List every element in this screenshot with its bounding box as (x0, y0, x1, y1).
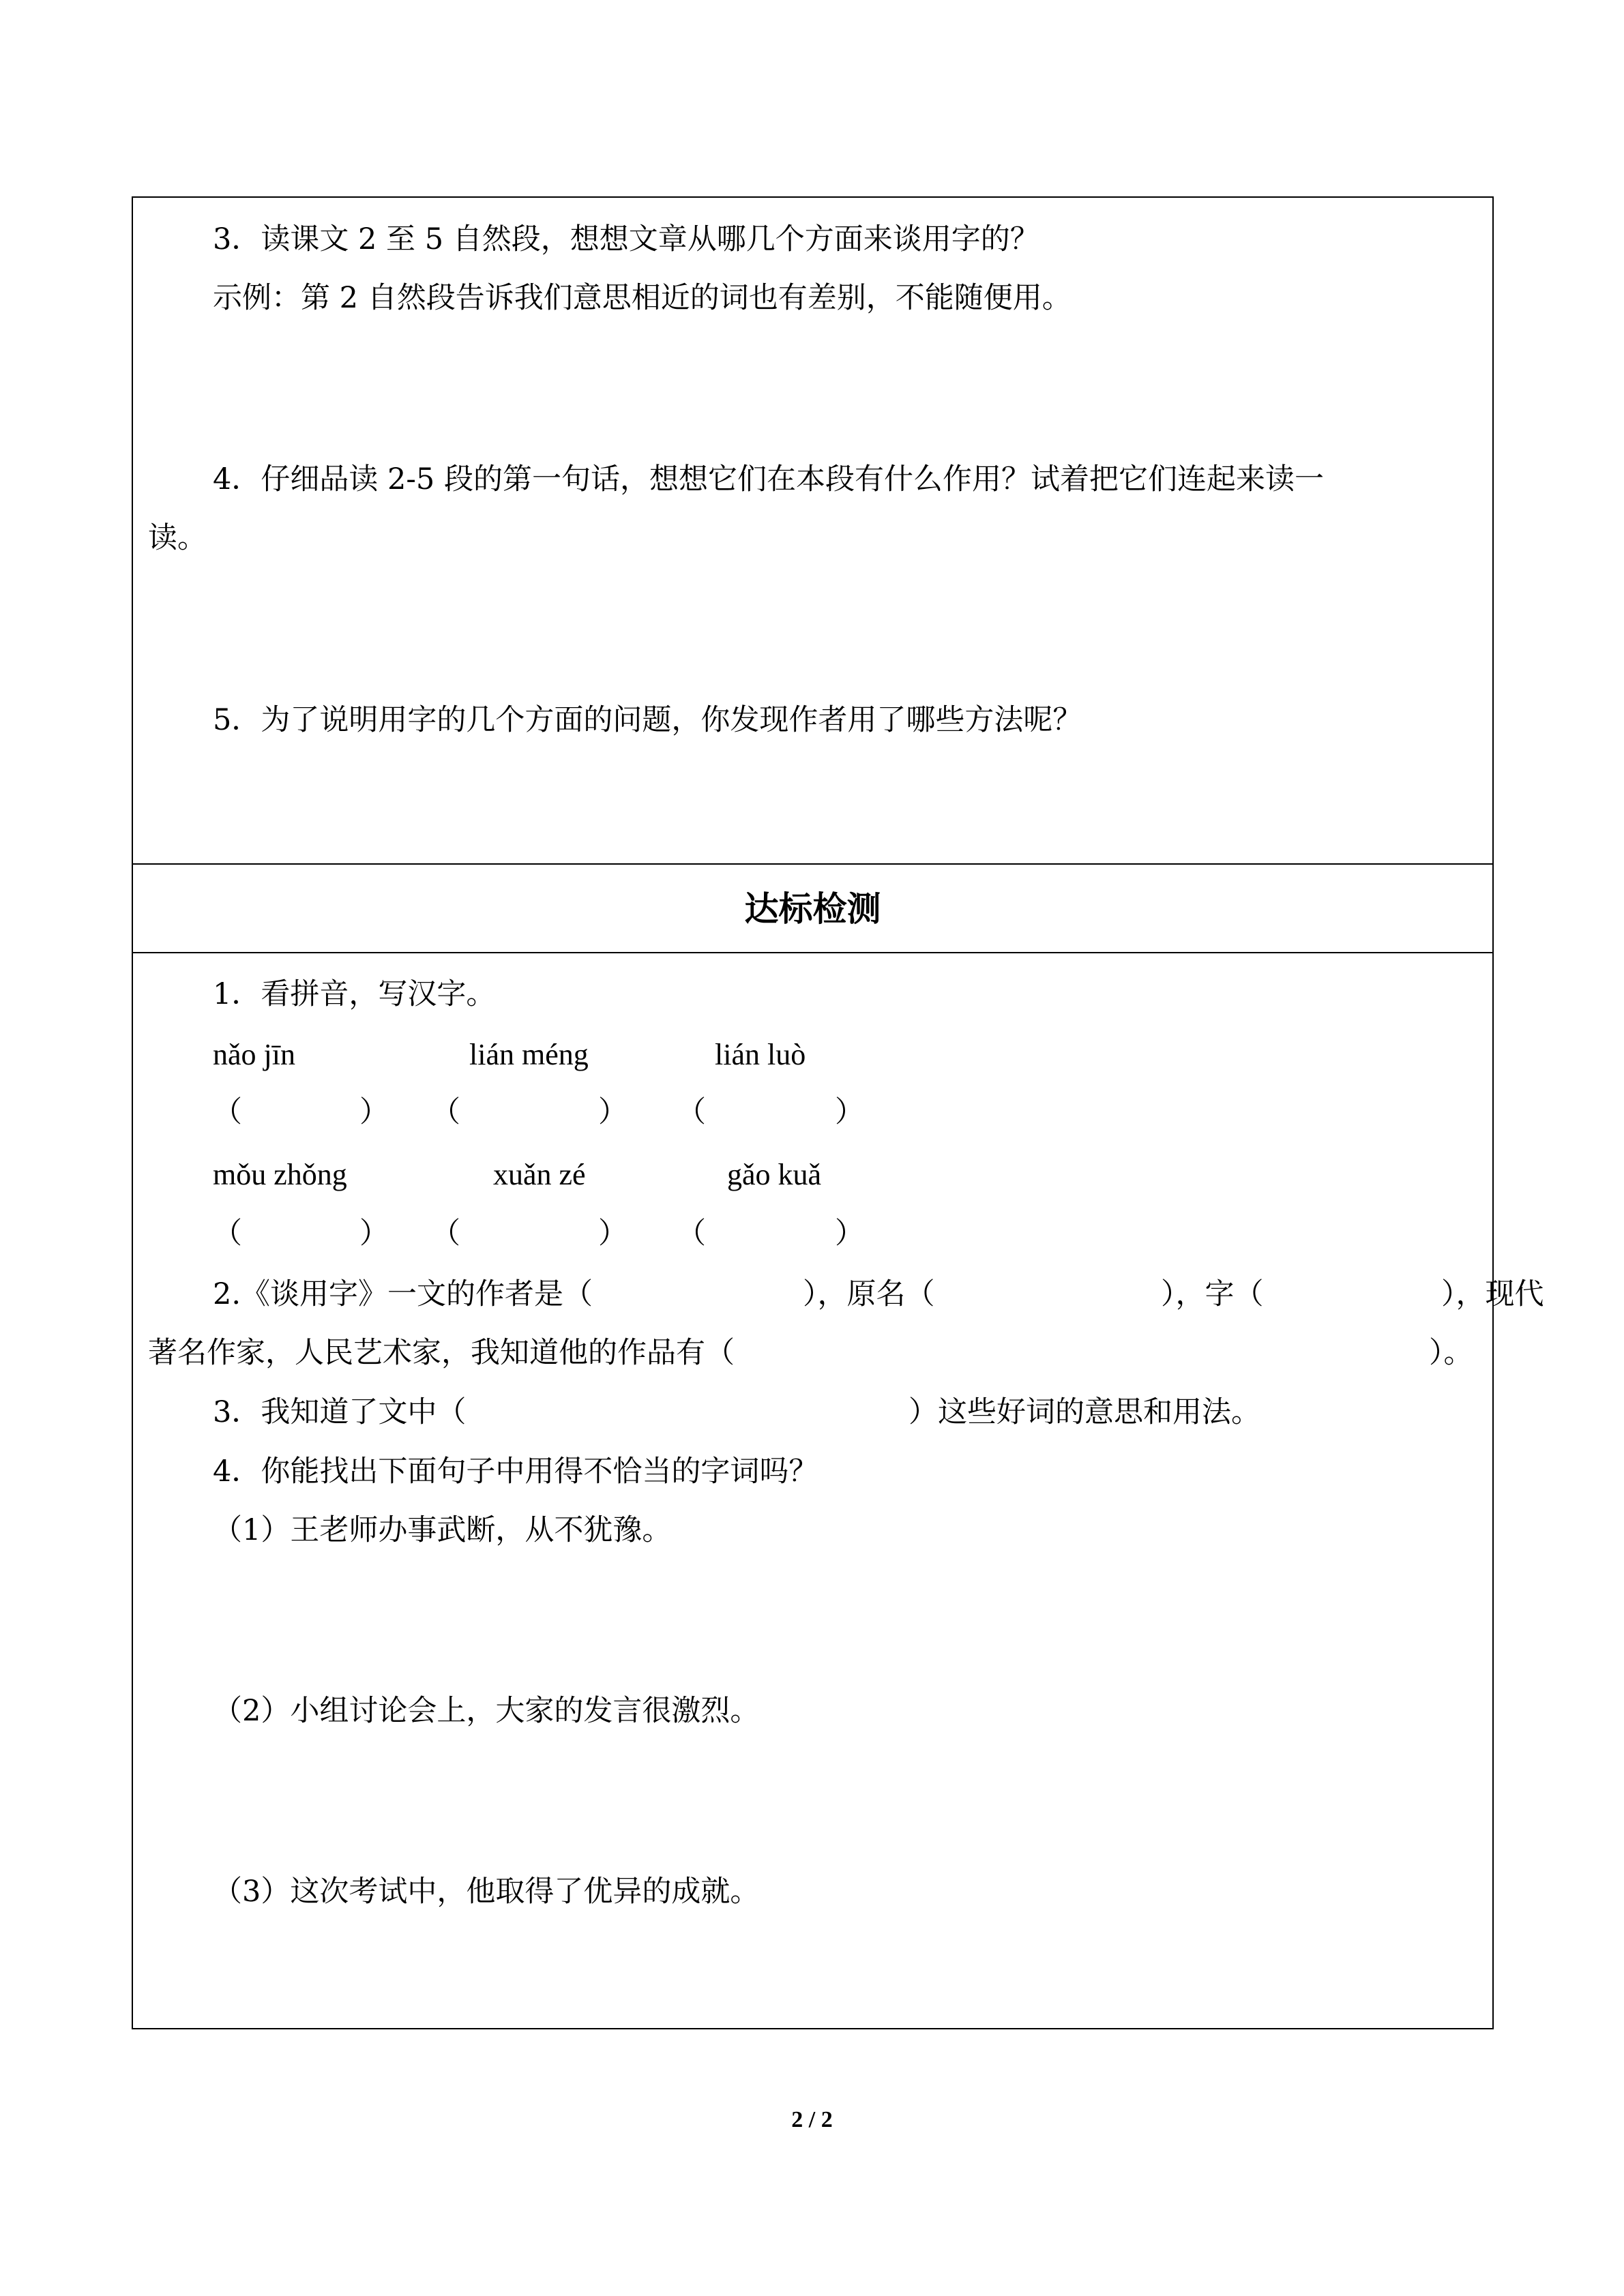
paren-open: （ (431, 1217, 460, 1251)
paren-close: ） (359, 1095, 389, 1129)
paren-open: （ (677, 1217, 706, 1251)
divider (133, 863, 1492, 865)
study-question-4-line2: 读。 (148, 521, 207, 555)
test-question-4-item-3: （3）这次考试中，他取得了优异的成就。 (213, 1875, 760, 1909)
q2-part: ），原名（ (803, 1277, 935, 1311)
q3-part: ）这些好词的意思和用法。 (909, 1395, 1260, 1429)
paren-close: ） (835, 1095, 864, 1129)
paren-open: （ (677, 1095, 706, 1129)
paren-close: ） (835, 1217, 864, 1251)
test-question-4-item-1: （1）王老师办事武断，从不犹豫。 (213, 1513, 672, 1547)
page-number: 2 / 2 (791, 2107, 833, 2132)
worksheet-table (132, 196, 1544, 2029)
q2-part: ），现代 (1441, 1277, 1544, 1311)
q2-part: 著名作家，人民艺术家，我知道他的作品有（ (148, 1336, 735, 1370)
q2-part: 2.《谈用字》一文的作者是（ (213, 1277, 593, 1311)
section-heading: 达标检测 (744, 889, 881, 929)
study-question-5: 5．为了说明用字的几个方面的问题，你发现作者用了哪些方法呢？ (213, 703, 1082, 737)
paren-open: （ (213, 1095, 242, 1129)
q3-part: 3．我知道了文中（ (213, 1395, 467, 1429)
pinyin-item: nǎo jīn (213, 1038, 295, 1071)
pinyin-item: xuǎn zé (493, 1158, 586, 1191)
q2-part: ）。 (1429, 1336, 1473, 1370)
study-question-3-example: 示例：第 2 自然段告诉我们意思相近的词也有差别，不能随便用。 (213, 281, 1072, 315)
test-question-4: 4．你能找出下面句子中用得不恰当的字词吗？ (213, 1455, 818, 1489)
pinyin-item: lián luò (715, 1038, 806, 1071)
study-question-3: 3．读课文 2 至 5 自然段，想想文章从哪几个方面来谈用字的？ (213, 222, 1039, 256)
paren-open: （ (431, 1095, 460, 1129)
study-question-4-line1: 4．仔细品读 2-5 段的第一句话，想想它们在本段有什么作用？试着把它们连起来读一 (213, 462, 1324, 496)
pinyin-item: gǎo kuǎ (727, 1158, 822, 1191)
pinyin-item: lián méng (469, 1038, 589, 1071)
paren-close: ） (598, 1217, 628, 1251)
divider (133, 952, 1492, 953)
pinyin-item: mǒu zhǒng (213, 1158, 347, 1191)
paren-close: ） (598, 1095, 628, 1129)
q2-part: ），字（ (1161, 1277, 1264, 1311)
paren-open: （ (213, 1217, 242, 1251)
test-question-1: 1．看拼音，写汉字。 (213, 977, 496, 1011)
test-question-4-item-2: （2）小组讨论会上，大家的发言很激烈。 (213, 1694, 760, 1728)
paren-close: ） (359, 1217, 389, 1251)
